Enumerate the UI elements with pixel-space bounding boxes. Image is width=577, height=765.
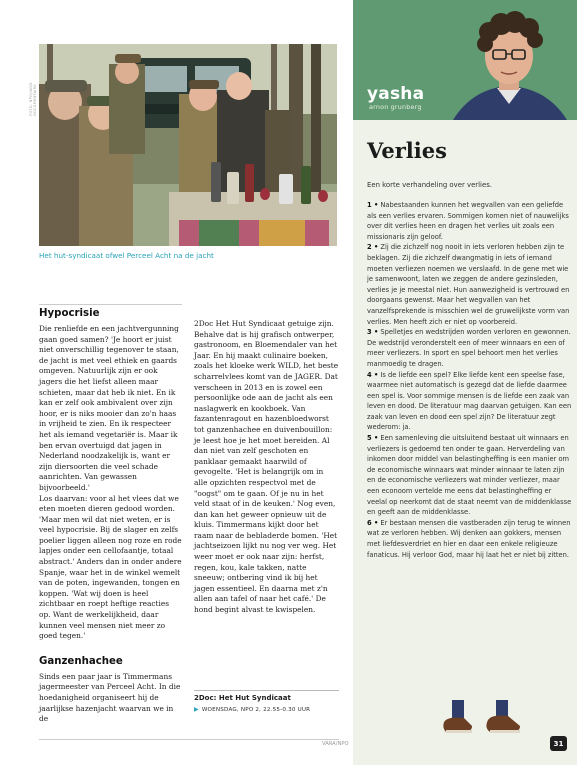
column-sidebar (353, 0, 577, 765)
list-item (367, 242, 572, 327)
author-portrait-illustration (443, 8, 577, 120)
article-column-1 (39, 304, 182, 725)
list-item (367, 200, 572, 242)
column-title: Verlies (367, 138, 447, 163)
broadcast-time-text: WOENSDAG, NPO 2, 22.55-0.30 UUR (201, 707, 311, 713)
hunters-photo-illustration (39, 44, 337, 246)
heading-hypocrisie: Hypocrisie (39, 308, 100, 319)
section-rule (39, 304, 182, 305)
list-item (367, 518, 572, 560)
author-portrait (443, 8, 577, 120)
point-text: Zij die zichzelf nog nooit in iets verloren hebben zijn te beklagen. Zij die zichzelf dwangmatig in iets of iemand moeten verliezen noemen we verslaafd. In de gene met wie je samenwoont, laten we zeggen de andere gezinsleden, verlies je je meestal niet. Hun aanwezigheid is vertrouwd en doorgaans gewenst. Maar het wegvallen van het vanzelfsprekende is misschien wel de gruwelijkste vorm van verlies. Men heeft zich er niet op voorbereid. (367, 243, 570, 326)
point-number: 3 • (367, 328, 379, 337)
broadcast-title: 2Doc: Het Hut Syndicaat (194, 694, 291, 702)
point-text: Een samenleving die uitsluitend bestaat uit winnaars en verliezers is gedoemd ten onder te gaan. Herverdeling van inkomen door middel van belastingheffing is een manier om de economische winnaars wat minder winnaar te laten zijn en de economische verliezers wat minder verliezer, maar een econoom vertelde me eens dat belastingheffing er veelal op neerkomt dat de staat neemt van de middenklasse en geeft aan de middenklasse. (367, 434, 572, 517)
point-text: Is de liefde een spel? Elke liefde kent een speelse fase, waarmee niet automatisch is gezegd dat de liefde daarmee een spel is. Voor sommige mensen is de liefde een zaak van leven en dood. De literatuur mag daarvan getuigen. Kan een zaak van leven en dood een spel zijn? De literatuur zegt wederom: ja. (367, 370, 572, 432)
point-number: 4 • (367, 370, 379, 379)
column-author: arnon grunberg (369, 103, 422, 111)
point-number: 2 • (367, 243, 379, 252)
list-item (367, 433, 572, 518)
heading-ganzenhachee: Ganzenhachee (39, 655, 123, 667)
body-paragraph: Sinds een paar jaar is Timmermans jagermeester van Perceel Acht. In die hoedanigheid organiseert hij de jaarlijkse hazenjacht waarvan we in de (39, 671, 181, 724)
point-number: 6 • (367, 518, 379, 527)
column-intro: Een korte verhandeling over verlies. (367, 181, 492, 189)
folio-label: VARA/NPO (322, 741, 349, 747)
point-text: Nabestaanden kunnen het wegvallen van een geliefde als een verlies ervaren. Sommigen komen niet of nauwelijks over dit verlies heen en dragen het verlies uit zoals een missionaris zijn geloof. (367, 201, 569, 241)
point-number: 1 • (367, 201, 379, 209)
article-column-2 (194, 319, 339, 616)
point-number: 5 • (367, 434, 379, 443)
column-points (367, 200, 572, 560)
play-icon: ▶ (194, 706, 199, 713)
point-text: Er bestaan mensen die vastberaden zijn terug te winnen wat ze verloren hebben. Wij denken aan gokkers, mensen met liefdesverdriet en hier en daar een enkele religieuze fanaticus. Hij verloor God, maar hij laat het er niet bij zitten. (367, 518, 571, 559)
body-paragraph: Los daarvan: voor al het vlees dat we eten moeten dieren gedood worden. 'Maar men wil dat niet weten, er is veel hypocrisie. Bij de slager en zelfs poelier liggen alleen nog roze en rode lapjes onder een cellofaantje, totaal abstract.' Anders dan in onder andere Spanje, waar het in de winkel wemelt van de poten, ingewanden, tongen en koppen. 'Wat wij doen is heel zichtbaar en roept heftige reacties op. Want de werkelijkheid, daar kunnen veel mensen niet meer zo goed tegen.' (39, 493, 182, 641)
broadcast-info (194, 690, 339, 713)
photo-caption: Het hut-syndicaat ofwel Perceel Acht na de jacht (39, 251, 214, 260)
broadcast-time (194, 706, 339, 713)
point-text: Spelletjes en wedstrijden worden verloren en gewonnen. De wedstrijd veronderstelt een of meer winnaars en een of meer verliezers. In sport en spel behoort men het verlies manmoedig te dragen. (367, 328, 571, 368)
body-paragraph: Die renliefde en een jachtvergunning gaan goed samen? 'Je hoort er juist niet onverschillig tegenover te staan, de jacht is met veel ethiek en gaards omgeven. Natuurlijk zijn er ook jagers die het liefst alleen maar schieten, maar dat heb ik niet. En ik kan er zelf ook ambivalent over zijn hoor, er is niks mooier dan zo'n haas in vrijheid te zien. En ik respecteer het als iemand vegetariër is. Maar ik ben ervan overtuigd dat jagen in Nederland noodzakelijk is, want er zijn diersoorten die veel schade aanrichten. Van gewassen bijvoorbeeld.' (39, 324, 179, 492)
list-item (367, 327, 572, 369)
footer-rule (39, 739, 339, 740)
shoes-icon (438, 700, 538, 740)
list-item (367, 370, 572, 434)
column-brand: yasha (367, 84, 425, 104)
body-paragraph: 2Doc Het Hut Syndicaat getuige zijn. Behalve dat is hij grafisch ontwerper, gastronoom, en Bloemendaler van het Jaar. En hij maakt culinaire boeken, zoals het kloeke werk WILD, het beste scharrelvlees komt van de JAGER. Dat verscheen in 2013 en is zowel een persoonlijke ode aan de jacht als een naslagwerk en kookboek. Van fazantenragout en hazenbloedworst tot ganzenhachee en duivenbouillon: je leest hoe je het moet bereiden. Al dan niet van zelf geschoten en panklaar gemaakt haarwild of gevogelte. 'Het is belangrijk om in alle opzichten respectvol met de "oogst" om te gaan. Of je nu in het veld staat of in de keuken.' Nog even, dan kan het geweer opnieuw uit de kluis. Timmermans kijkt door het raam naar de bebladerde bomen. 'Het jachtseizoen lijkt nu nog ver weg. Het weer moet er ook naar zijn: herfst, regen, kou, kale takken, natte sneeuw; ontbering vind ik bij het jagen essentieel. En daarna met z'n allen aan tafel of naar het café.' De hond begint alvast te kwispelen. (194, 319, 339, 615)
photo-credit: FOTO: NPO/IKON DOCUMENTAIRE (29, 82, 37, 116)
column-banner (353, 0, 577, 120)
shoes-illustration (438, 700, 538, 740)
hunters-photo (39, 44, 337, 246)
page-number: 31 (550, 736, 567, 751)
